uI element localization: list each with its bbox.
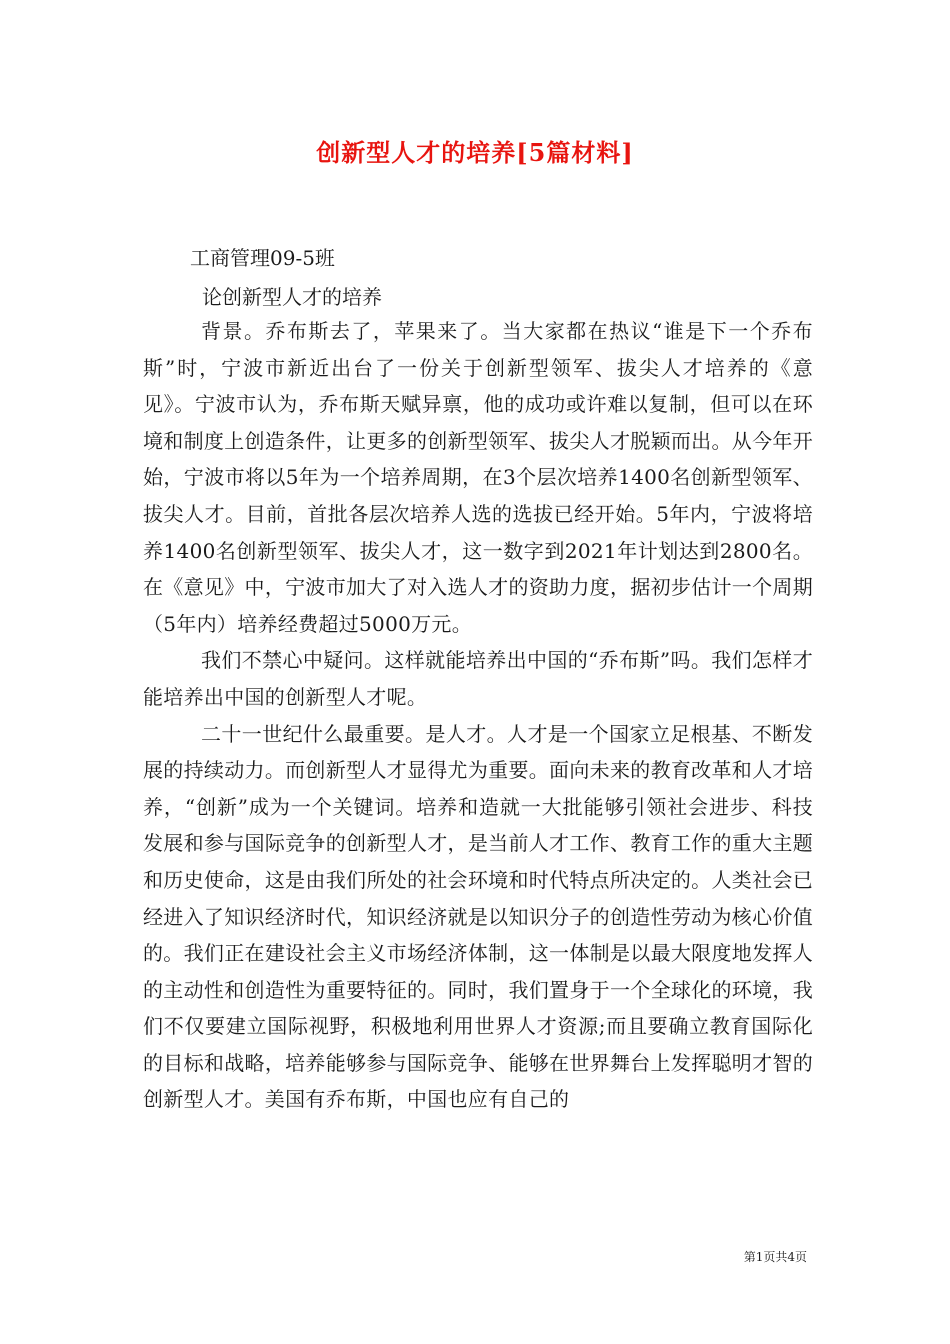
class-line: 工商管理09-5班 xyxy=(190,246,335,270)
paragraph-background: 背景。乔布斯去了，苹果来了。当大家都在热议“谁是下一个乔布斯”时，宁波市新近出台了一份关于创新型领军、拔尖人才培养的《意见》。宁波市认为，乔布斯天赋异禀，他的成功或许难以复制，但可以在环境和制度上创造条件，让更多的创新型领军、拔尖人才脱颖而出。从今年开始，宁波市将以5年为一个培养周期，在3个层次培养1400名创新型领军、拔尖人才。目前，首批各层次培养人选的选拔已经开始。5年内，宁波将培养1400名创新型领军、拔尖人才，这一数字到2021年计划达到2800名。在《意见》中，宁波市加大了对入选人才的资助力度，据初步估计一个周期（5年内）培养经费超过5000万元。 xyxy=(143,319,813,636)
paragraph-talent: 二十一世纪什么最重要。是人才。人才是一个国家立足根基、不断发展的持续动力。而创新型人才显得尤为重要。面向未来的教育改革和人才培养，“创新”成为一个关键词。培养和造就一大批能够引领社会进步、科技发展和参与国际竞争的创新型人才，是当前人才工作、教育工作的重大主题和历史使命，这是由我们所处的社会环境和时代特点所决定的。人类社会已经进入了知识经济时代，知识经济就是以知识分子的创造性劳动为核心价值的。我们正在建设社会主义市场经济体制，这一体制是以最大限度地发挥人的主动性和创造性为重要特征的。同时，我们置身于一个全球化的环境，我们不仅要建立国际视野，积极地利用世界人才资源;而且要确立教育国际化的目标和战略，培养能够参与国际竞争、能够在世界舞台上发挥聪明才智的创新型人才。美国有乔布斯，中国也应有自己的 xyxy=(143,721,813,1112)
document-body xyxy=(143,313,813,1118)
document-title: 创新型人才的培养[5篇材料] xyxy=(316,138,634,167)
paragraph-question: 我们不禁心中疑问。这样就能培养出中国的“乔布斯”吗。我们怎样才能培养出中国的创新型人才呢。 xyxy=(143,648,813,709)
page-number: 第1页共4页 xyxy=(743,1250,807,1264)
essay-subtitle: 论创新型人才的培养 xyxy=(202,285,382,309)
